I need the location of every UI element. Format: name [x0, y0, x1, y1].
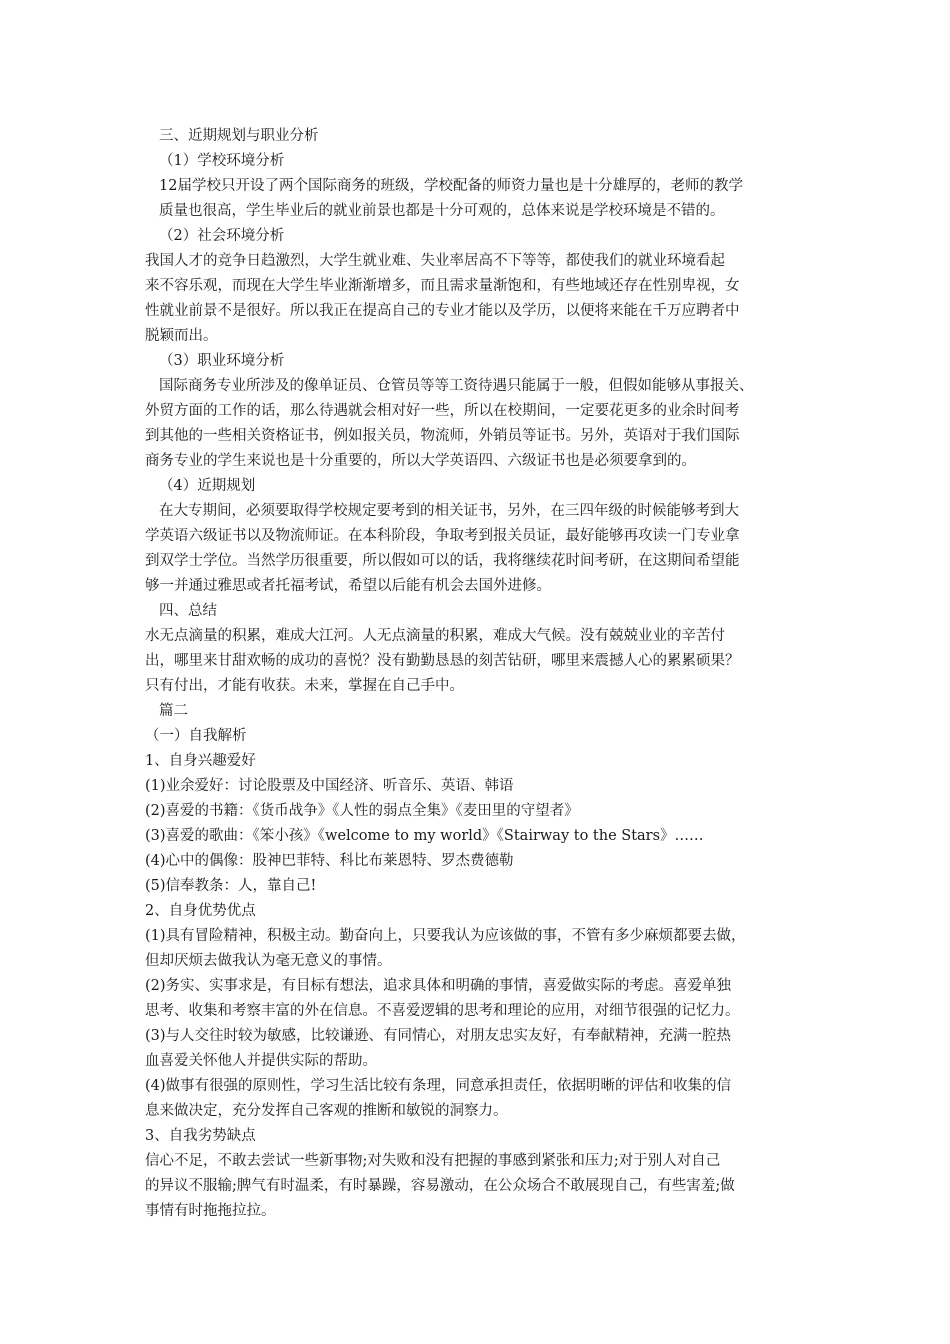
- paragraph-line: 的异议不服输;脾气有时温柔，有时暴躁，容易激动，在公众场合不敢展现自己，有些害羞;做: [145, 1178, 735, 1194]
- list-item: (1)业余爱好：讨论股票及中国经济、听音乐、英语、韩语: [145, 778, 514, 794]
- section-heading-self-analysis: （一）自我解析: [145, 728, 247, 744]
- paragraph-line: 信心不足，不敢去尝试一些新事物;对失败和没有把握的事感到紧张和压力;对于别人对自己: [145, 1153, 721, 1169]
- paragraph-line: 性就业前景不是很好。所以我正在提高自己的专业才能以及学历，以便将来能在千万应聘者中: [145, 303, 740, 319]
- list-item: (1)具有冒险精神，积极主动。勤奋向上，只要我认为应该做的事，不管有多少麻烦都要去做，: [145, 928, 746, 944]
- paragraph-line: 水无点滴量的积累，难成大江河。人无点滴量的积累，难成大气候。没有兢兢业业的辛苦付: [145, 628, 725, 644]
- list-item-continuation: 血喜爱关怀他人并提供实际的帮助。: [145, 1053, 377, 1069]
- subheading-interests: 1、自身兴趣爱好: [145, 753, 256, 769]
- list-item-continuation: 息来做决定，充分发挥自己客观的推断和敏锐的洞察力。: [145, 1103, 508, 1119]
- subheading-weaknesses: 3、自我劣势缺点: [145, 1128, 256, 1144]
- paragraph-line: 12届学校只开设了两个国际商务的班级，学校配备的师资力量也是十分雄厚的，老师的教学: [159, 178, 743, 194]
- subheading-social-environment: （2）社会环境分析: [159, 228, 285, 244]
- list-item: (5)信奉教条：人，靠自己!: [145, 878, 317, 894]
- paragraph-line: 国际商务专业所涉及的像单证员、仓管员等等工资待遇只能属于一般，但假如能够从事报关、: [159, 378, 754, 394]
- paragraph-line: 够一并通过雅思或者托福考试，希望以后能有机会去国外进修。: [145, 578, 551, 594]
- list-item: (2)喜爱的书籍：《货币战争》《人性的弱点全集》《麦田里的守望者》: [145, 803, 579, 819]
- paragraph-line: 我国人才的竞争日趋激烈，大学生就业难、失业率居高不下等等，都使我们的就业环境看起: [145, 253, 725, 269]
- list-item-continuation: 思考、收集和考察丰富的外在信息。不喜爱逻辑的思考和理论的应用，对细节很强的记忆力。: [145, 1003, 740, 1019]
- paragraph-line: 质量也很高，学生毕业后的就业前景也都是十分可观的，总体来说是学校环境是不错的。: [159, 203, 725, 219]
- paragraph-line: 在大专期间，必须要取得学校规定要考到的相关证书，另外，在三四年级的时候能够考到大: [159, 503, 739, 519]
- paragraph-line: 脱颖而出。: [145, 328, 218, 344]
- subheading-career-environment: （3）职业环境分析: [159, 353, 285, 369]
- list-item: (3)喜爱的歌曲：《笨小孩》《welcome to my world》《Stairway to the Stars》……: [145, 828, 704, 844]
- document-body: [145, 124, 830, 1224]
- paragraph-line: 到双学士学位。当然学历很重要，所以假如可以的话，我将继续花时间考研，在这期间希望能: [145, 553, 740, 569]
- list-item: (4)心中的偶像：股神巴菲特、科比布莱恩特、罗杰费德勒: [145, 853, 514, 869]
- paragraph-line: 来不容乐观，而现在大学生毕业渐渐增多，而且需求量渐饱和，有些地域还存在性别卑视，女: [145, 278, 740, 294]
- paragraph-line: 只有付出，才能有收获。未来，掌握在自己手中。: [145, 678, 464, 694]
- paragraph-line: 外贸方面的工作的话，那么待遇就会相对好一些，所以在校期间，一定要花更多的业余时间考: [145, 403, 740, 419]
- subheading-school-environment: （1）学校环境分析: [159, 153, 285, 169]
- subheading-strengths: 2、自身优势优点: [145, 903, 256, 919]
- subheading-near-term-plan: （4）近期规划: [159, 478, 256, 494]
- paragraph-line: 到其他的一些相关资格证书，例如报关员，物流师，外销员等证书。另外，英语对于我们国际: [145, 428, 740, 444]
- list-item: (2)务实、实事求是，有目标有想法，追求具体和明确的事情，喜爱做实际的考虑。喜爱单独: [145, 978, 732, 994]
- list-item-continuation: 但却厌烦去做我认为毫无意义的事情。: [145, 953, 392, 969]
- part-two-heading: 篇二: [159, 703, 188, 719]
- section-heading-near-term-plan: 三、近期规划与职业分析: [159, 128, 319, 144]
- section-heading-summary: 四、总结: [159, 603, 217, 619]
- paragraph-line: 事情有时拖拖拉拉。: [145, 1203, 276, 1219]
- paragraph-line: 出，哪里来甘甜欢畅的成功的喜悦？没有勤勤恳恳的刻苦钻研，哪里来震撼人心的累累硕果？: [145, 653, 740, 669]
- list-item: (3)与人交往时较为敏感，比较谦逊、有同情心，对朋友忠实友好，有奉献精神，充满一腔热: [145, 1028, 732, 1044]
- paragraph-line: 商务专业的学生来说也是十分重要的，所以大学英语四、六级证书也是必须要拿到的。: [145, 453, 696, 469]
- list-item: (4)做事有很强的原则性，学习生活比较有条理，同意承担责任，依据明晰的评估和收集的信: [145, 1078, 732, 1094]
- paragraph-line: 学英语六级证书以及物流师证。在本科阶段，争取考到报关员证，最好能够再攻读一门专业拿: [145, 528, 740, 544]
